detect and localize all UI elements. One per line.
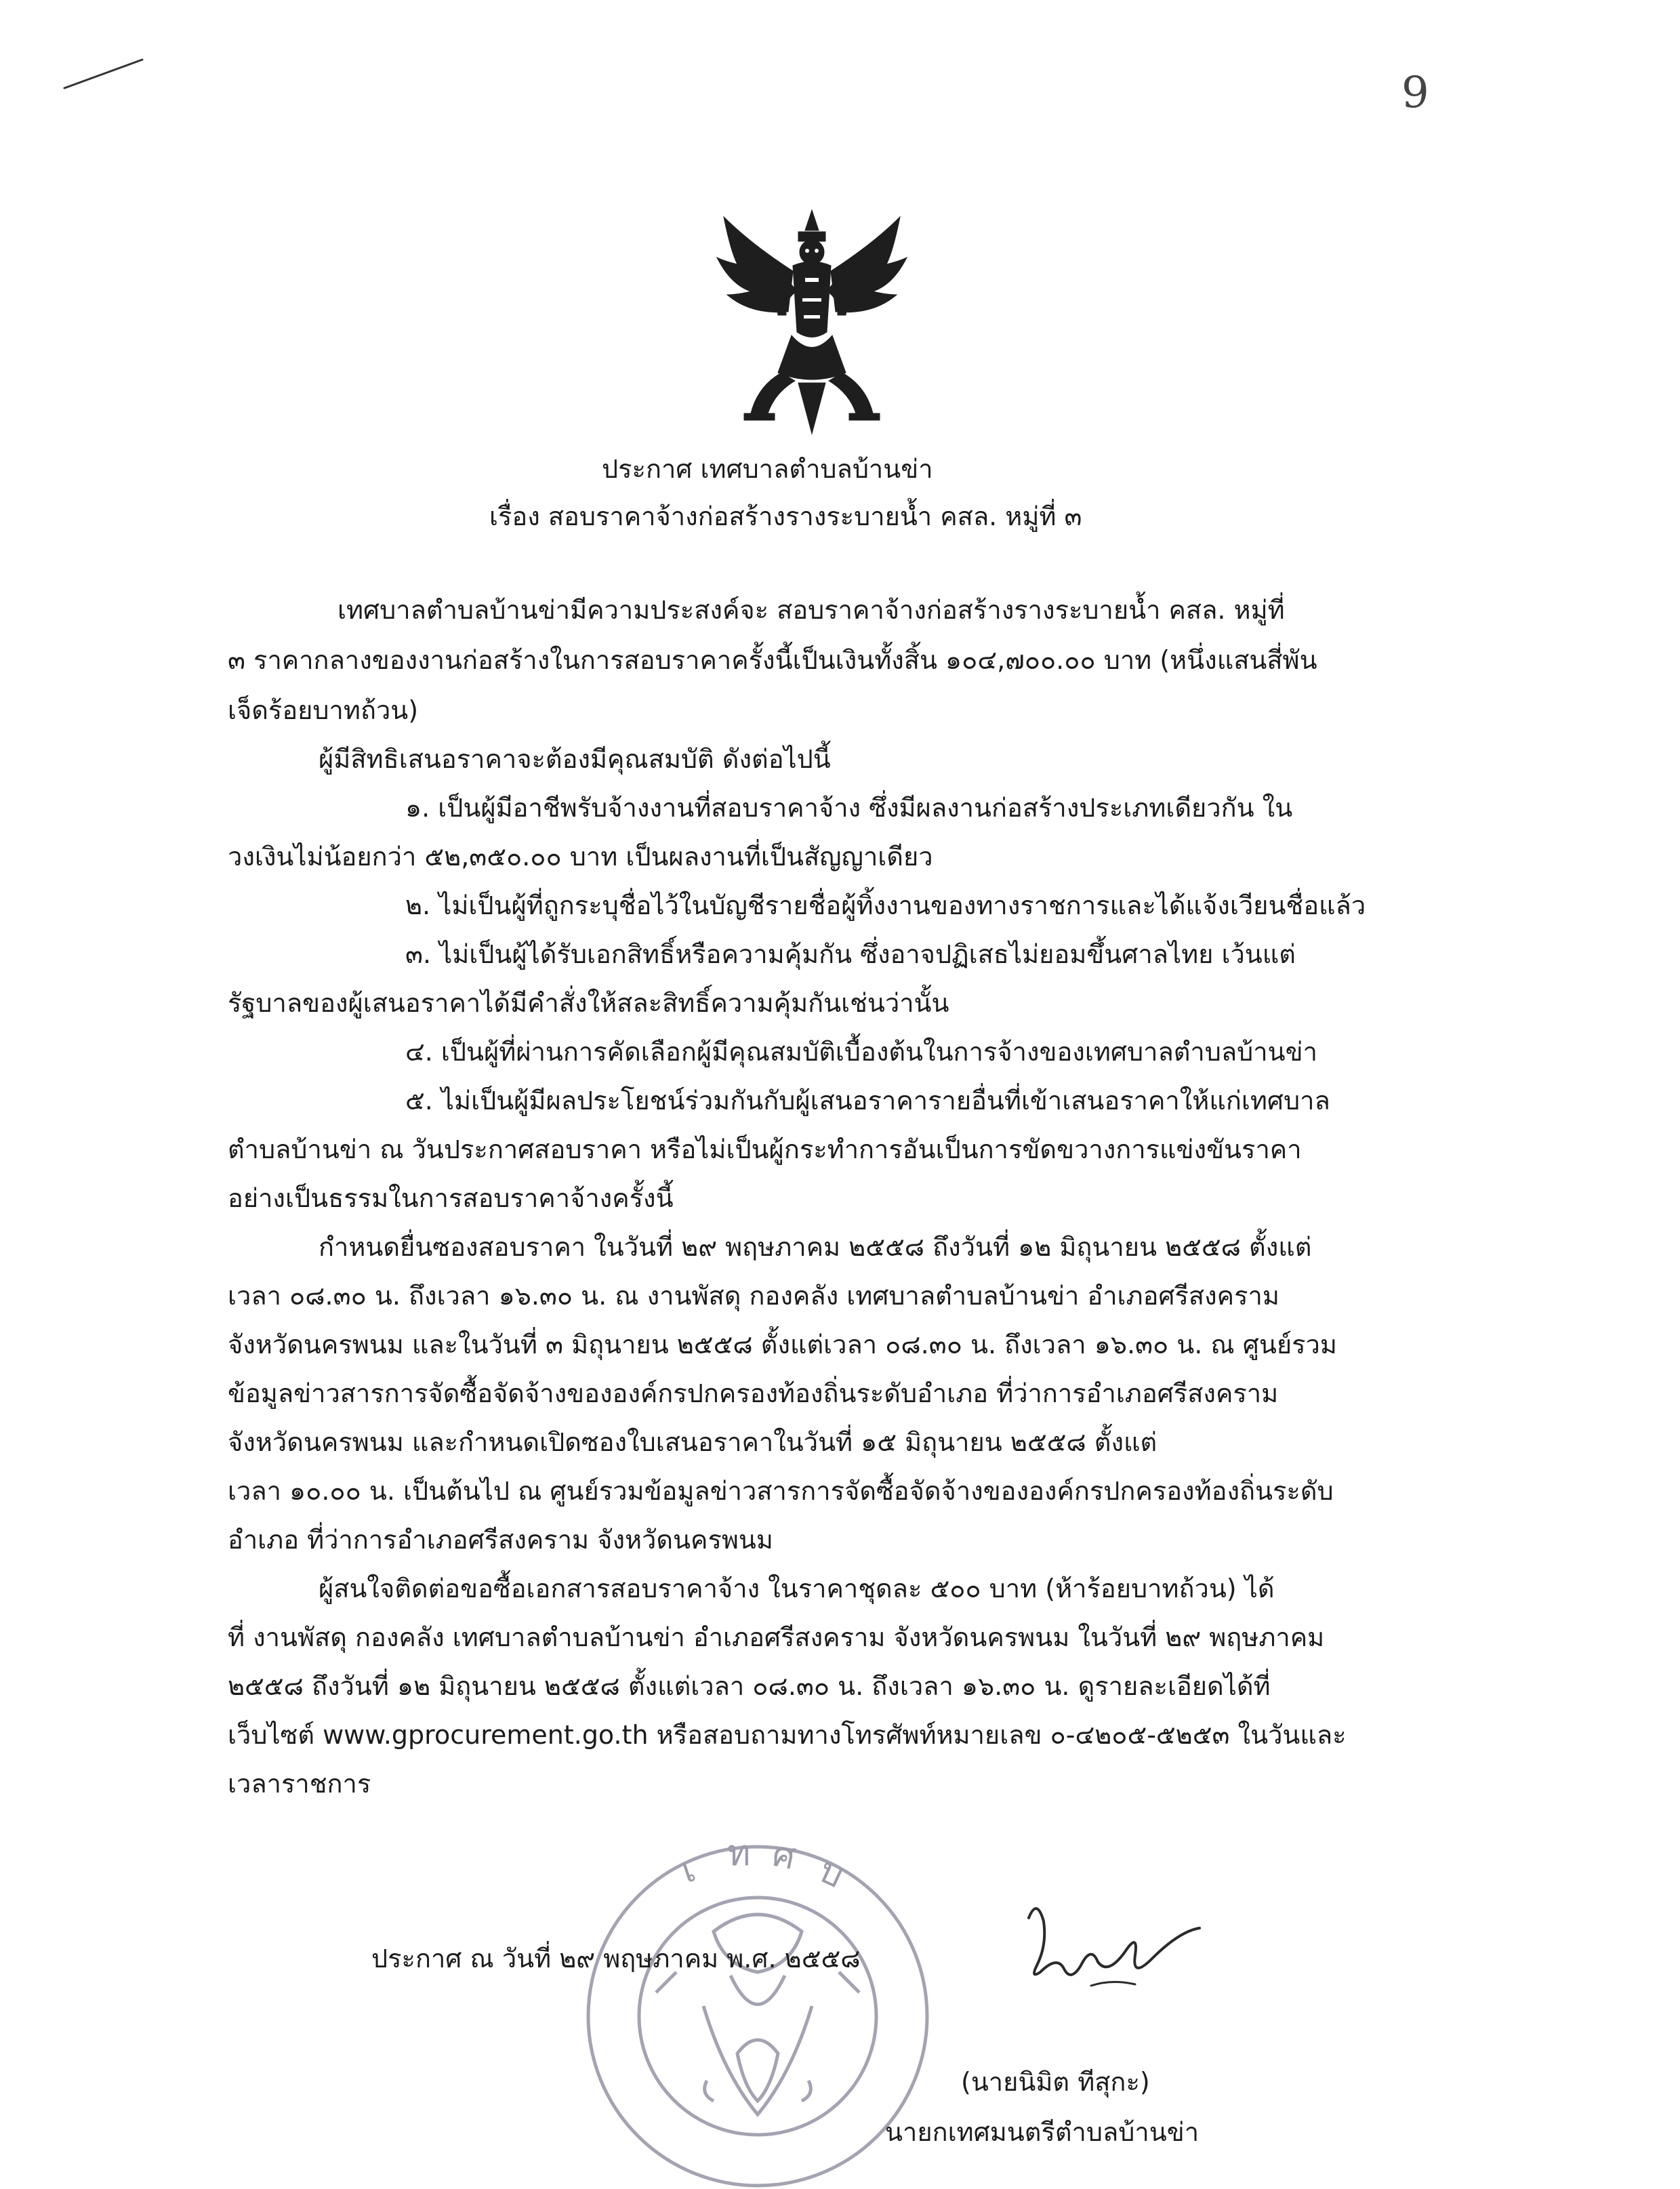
schedule-line: ข้อมูลข่าวสารการจัดซื้อจัดจ้างขององค์กรปกครองท้องถิ่นระดับอำเภอ ที่ว่าการอำเภอศรีสงคราม <box>228 1378 1279 1408</box>
schedule-line: เวลา ๐๘.๓๐ น. ถึงเวลา ๑๖.๓๐ น. ณ งานพัสดุ กองคลัง เทศบาลตำบลบ้านข่า อำเภอศรีสงคราม <box>228 1281 1279 1311</box>
announcement-subject: เรื่อง สอบราคาจ้างก่อสร้างรางระบายน้ำ คสล. หมู่ที่ ๓ <box>489 502 1082 531</box>
qualification-line: วงเงินไม่น้อยกว่า ๕๒,๓๕๐.๐๐ บาท เป็นผลงานที่เป็นสัญญาเดียว <box>228 842 933 872</box>
handwritten-signature <box>1017 1891 1220 1999</box>
schedule-line: จังหวัดนครพนม และกำหนดเปิดซองใบเสนอราคาในวันที่ ๑๕ มิถุนายน ๒๕๕๘ ตั้งแต่ <box>228 1427 1157 1457</box>
contact-line: เว็บไซต์ www.gprocurement.go.th หรือสอบถามทางโทรศัพท์หมายเลข ๐-๔๒๐๕-๕๒๕๓ ในวันและ <box>228 1720 1347 1750</box>
svg-text:เ: เ <box>676 1849 701 1892</box>
qualification-line: ๒. ไม่เป็นผู้ที่ถูกระบุชื่อไว้ในบัญชีรายชื่อผู้ทิ้งงานของทางราชการและได้แจ้งเวียนชื่อแล้ว <box>405 891 1366 920</box>
pen-mark <box>61 54 149 95</box>
contact-line: เวลาราชการ <box>228 1769 371 1799</box>
contact-line: ที่ งานพัสดุ กองคลัง เทศบาลตำบลบ้านข่า อำเภอศรีสงคราม จังหวัดนครพนม ในวันที่ ๒๙ พฤษภาคม <box>228 1622 1325 1652</box>
intro-line: ๓ ราคากลางของงานก่อสร้างในการสอบราคาครั้งนี้เป็นเงินทั้งสิ้น ๑๐๔,๗๐๐.๐๐ บาท (หนึ่งแสนสี่พัน <box>228 645 1317 675</box>
signatory-position: นายกเทศมนตรีตำบลบ้านข่า <box>885 2117 1200 2147</box>
page-number-mark: 9 <box>1401 68 1429 118</box>
contact-line: ผู้สนใจติดต่อขอซื้อเอกสารสอบราคาจ้าง ในราคาชุดละ ๕๐๐ บาท (ห้าร้อยบาทถ้วน) ได้ <box>319 1574 1275 1603</box>
intro-line: เจ็ดร้อยบาทถ้วน) <box>228 695 419 725</box>
qualification-line: รัฐบาลของผู้เสนอราคาได้มีคำสั่งให้สละสิทธิ์ความคุ้มกันเช่นว่านั้น <box>228 988 949 1018</box>
schedule-line: จังหวัดนครพนม และในวันที่ ๓ มิถุนายน ๒๕๕๘ ตั้งแต่เวลา ๐๘.๓๐ น. ถึงเวลา ๑๖.๓๐ น. ณ ศูนย์รวม <box>228 1330 1337 1359</box>
schedule-line: เวลา ๑๐.๐๐ น. เป็นต้นไป ณ ศูนย์รวมข้อมูลข่าวสารการจัดซื้อจัดจ้างขององค์กรปกครองท้องถิ่นระดับ <box>228 1476 1334 1506</box>
garuda-emblem-icon <box>710 203 914 437</box>
svg-text:ท: ท <box>727 1833 751 1874</box>
qualification-line: ๕. ไม่เป็นผู้มีผลประโยชน์ร่วมกันกับผู้เสนอราคารายอื่นที่เข้าเสนอราคาให้แก่เทศบาล <box>405 1086 1330 1116</box>
qualifications-heading: ผู้มีสิทธิเสนอราคาจะต้องมีคุณสมบัติ ดังต่อไปนี้ <box>319 744 831 774</box>
schedule-line: กำหนดยื่นซองสอบราคา ในวันที่ ๒๙ พฤษภาคม ๒๕๕๘ ถึงวันที่ ๑๒ มิถุนายน ๒๕๕๘ ตั้งแต่ <box>319 1232 1312 1262</box>
signatory-name: (นายนิมิต ทีสุกะ) <box>961 2067 1150 2097</box>
qualification-line: ๔. เป็นผู้ที่ผ่านการคัดเลือกผู้มีคุณสมบัติเบื้องต้นในการจ้างของเทศบาลตำบลบ้านข่า <box>405 1037 1317 1067</box>
announcement-date: ประกาศ ณ วันที่ ๒๙ พฤษภาคม พ.ศ. ๒๕๕๘ <box>371 1944 861 1973</box>
schedule-line: อำเภอ ที่ว่าการอำเภอศรีสงคราม จังหวัดนครพนม <box>228 1525 773 1555</box>
qualification-line: ตำบลบ้านข่า ณ วันประกาศสอบราคา หรือไม่เป็นผู้กระทำการอันเป็นการขัดขวางการแข่งขันราคา <box>228 1134 1302 1164</box>
announcement-title: ประกาศ เทศบาลตำบลบ้านข่า <box>602 454 933 484</box>
qualification-line: ๓. ไม่เป็นผู้ได้รับเอกสิทธิ์หรือความคุ้มกัน ซึ่งอาจปฏิเสธไม่ยอมขึ้นศาลไทย เว้นแต่ <box>405 939 1296 969</box>
contact-line: ๒๕๕๘ ถึงวันที่ ๑๒ มิถุนายน ๒๕๕๘ ตั้งแต่เวลา ๐๘.๓๐ น. ถึงเวลา ๑๖.๓๐ น. ดูรายละเอียดได้ที่ <box>228 1671 1271 1701</box>
svg-text:บ: บ <box>813 1849 851 1897</box>
qualification-line: ๑. เป็นผู้มีอาชีพรับจ้างงานที่สอบราคาจ้าง ซึ่งมีผลงานก่อสร้างประเภทเดียวกัน ใน <box>405 793 1293 823</box>
qualification-line: อย่างเป็นธรรมในการสอบราคาจ้างครั้งนี้ <box>228 1183 674 1213</box>
intro-line: เทศบาลตำบลบ้านข่ามีความประสงค์จะ สอบราคาจ้างก่อสร้างรางระบายน้ำ คสล. หมู่ที่ <box>337 595 1285 625</box>
svg-text:ศ: ศ <box>769 1833 800 1879</box>
